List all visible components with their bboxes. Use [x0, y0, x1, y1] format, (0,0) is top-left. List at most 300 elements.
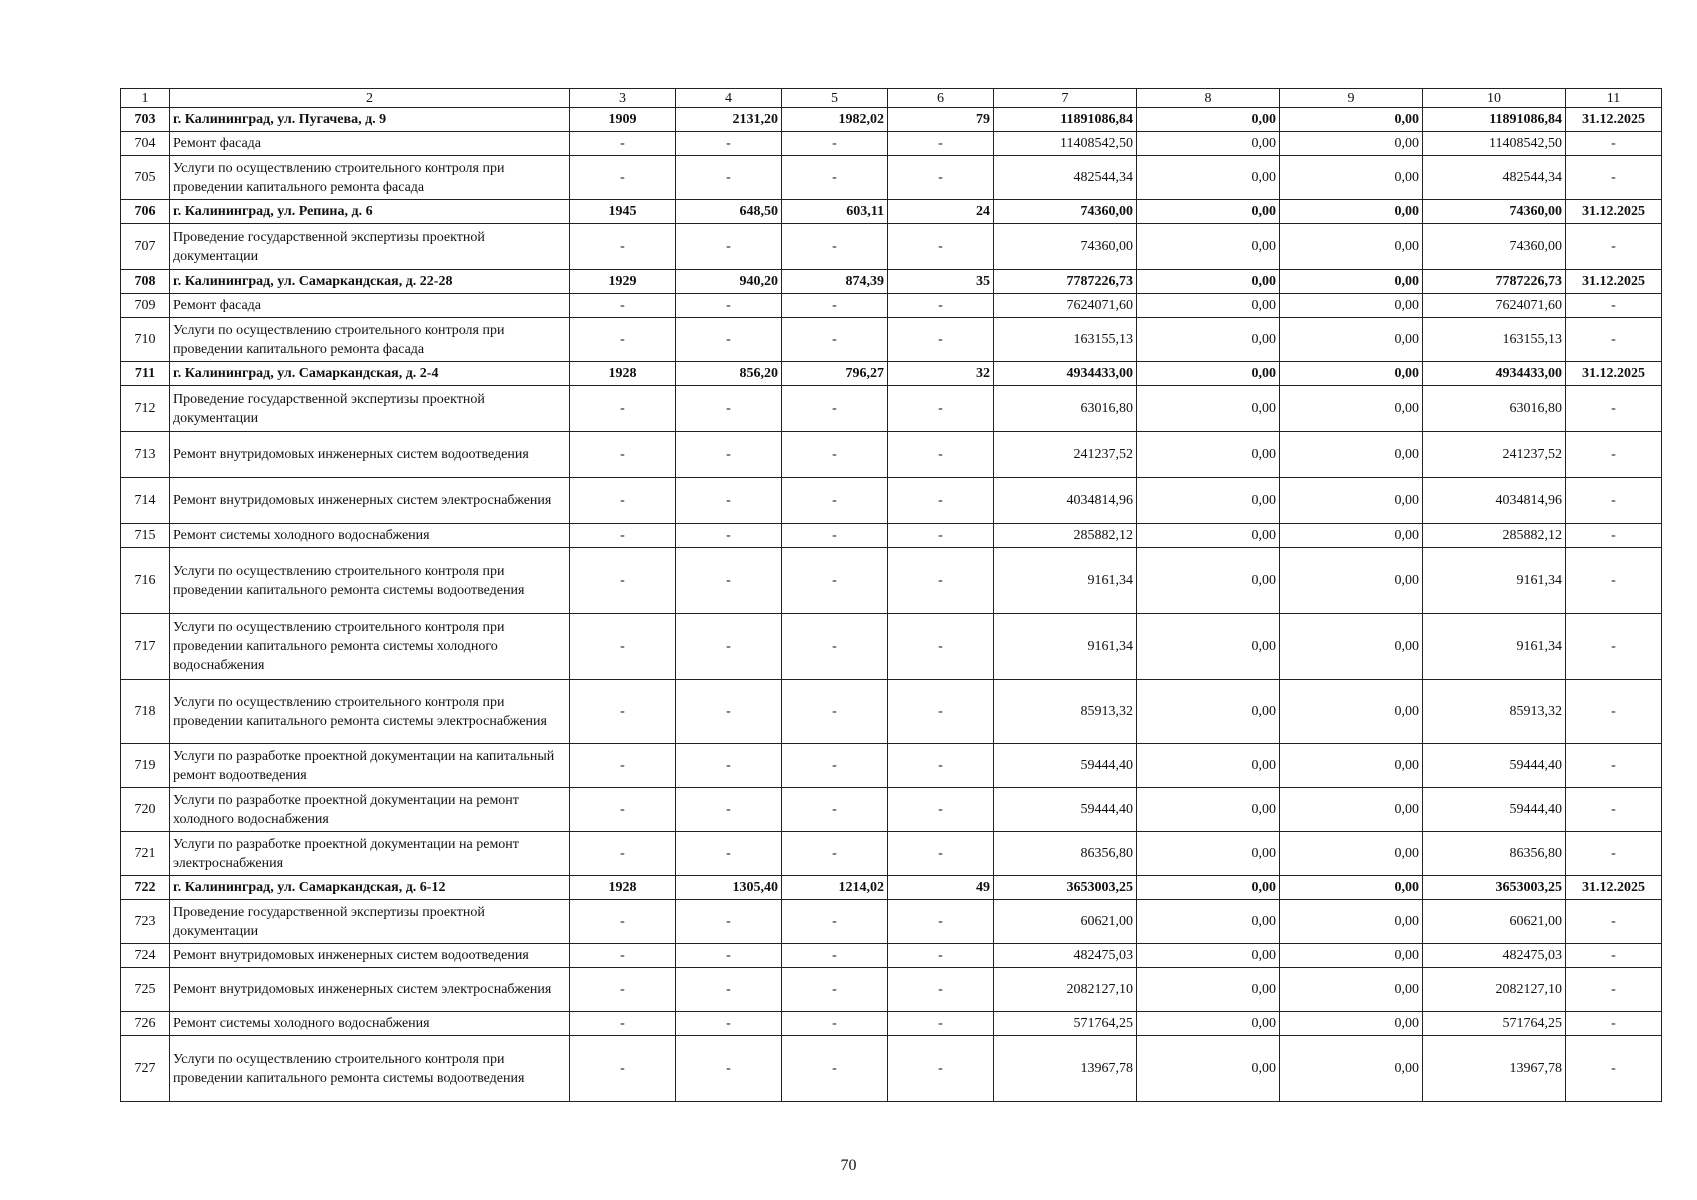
- build-year-cell: -: [570, 900, 676, 944]
- total-cost-cell: 4034814,96: [994, 478, 1137, 524]
- owners-funds-cell: 74360,00: [1423, 200, 1566, 224]
- work-item-row: [121, 318, 1662, 362]
- residents-count-cell: 49: [888, 876, 994, 900]
- owners-funds-cell: 7787226,73: [1423, 270, 1566, 294]
- address-row: [121, 362, 1662, 386]
- build-year-cell: 1945: [570, 200, 676, 224]
- completion-date-cell: -: [1566, 968, 1662, 1012]
- build-year-cell: -: [570, 744, 676, 788]
- living-area-cell: -: [782, 900, 888, 944]
- total-cost-cell: 85913,32: [994, 680, 1137, 744]
- build-year-cell: -: [570, 478, 676, 524]
- work-item-row: [121, 224, 1662, 270]
- page-number: 70: [840, 1157, 857, 1174]
- build-year-cell: -: [570, 386, 676, 432]
- work-item-row: [121, 900, 1662, 944]
- residents-count-cell: 79: [888, 108, 994, 132]
- other-sources-cell: 0,00: [1280, 1036, 1423, 1102]
- owners-funds-cell: 2082127,10: [1423, 968, 1566, 1012]
- total-area-cell: -: [676, 680, 782, 744]
- fund-amount-cell: 0,00: [1137, 832, 1280, 876]
- total-cost-cell: 285882,12: [994, 524, 1137, 548]
- work-item-row: [121, 832, 1662, 876]
- completion-date-cell: -: [1566, 156, 1662, 200]
- owners-funds-cell: 285882,12: [1423, 524, 1566, 548]
- completion-date-cell: -: [1566, 386, 1662, 432]
- living-area-cell: 796,27: [782, 362, 888, 386]
- living-area-cell: 1982,02: [782, 108, 888, 132]
- work-description-cell: Проведение государственной экспертизы проектной документации: [170, 386, 570, 432]
- owners-funds-cell: 7624071,60: [1423, 294, 1566, 318]
- other-sources-cell: 0,00: [1280, 478, 1423, 524]
- completion-date-cell: -: [1566, 900, 1662, 944]
- living-area-cell: -: [782, 478, 888, 524]
- other-sources-cell: 0,00: [1280, 224, 1423, 270]
- owners-funds-cell: 13967,78: [1423, 1036, 1566, 1102]
- column-header: 8: [1137, 89, 1280, 108]
- row-number-cell: 712: [121, 386, 170, 432]
- completion-date-cell: -: [1566, 132, 1662, 156]
- total-area-cell: -: [676, 788, 782, 832]
- fund-amount-cell: 0,00: [1137, 524, 1280, 548]
- completion-date-cell: 31.12.2025: [1566, 108, 1662, 132]
- column-header: 6: [888, 89, 994, 108]
- owners-funds-cell: 86356,80: [1423, 832, 1566, 876]
- total-area-cell: -: [676, 132, 782, 156]
- total-area-cell: -: [676, 968, 782, 1012]
- total-area-cell: -: [676, 944, 782, 968]
- other-sources-cell: 0,00: [1280, 876, 1423, 900]
- fund-amount-cell: 0,00: [1137, 788, 1280, 832]
- owners-funds-cell: 482475,03: [1423, 944, 1566, 968]
- work-description-cell: г. Калининград, ул. Самаркандская, д. 6-12: [170, 876, 570, 900]
- work-description-cell: Ремонт фасада: [170, 294, 570, 318]
- row-number-cell: 719: [121, 744, 170, 788]
- living-area-cell: -: [782, 788, 888, 832]
- work-description-cell: Ремонт фасада: [170, 132, 570, 156]
- fund-amount-cell: 0,00: [1137, 900, 1280, 944]
- living-area-cell: -: [782, 614, 888, 680]
- row-number-cell: 720: [121, 788, 170, 832]
- build-year-cell: -: [570, 432, 676, 478]
- total-area-cell: -: [676, 156, 782, 200]
- total-cost-cell: 7787226,73: [994, 270, 1137, 294]
- residents-count-cell: -: [888, 1036, 994, 1102]
- owners-funds-cell: 85913,32: [1423, 680, 1566, 744]
- work-item-row: [121, 132, 1662, 156]
- total-cost-cell: 2082127,10: [994, 968, 1137, 1012]
- owners-funds-cell: 163155,13: [1423, 318, 1566, 362]
- work-description-cell: Услуги по осуществлению строительного контроля при проведении капитального ремонта фасада: [170, 156, 570, 200]
- other-sources-cell: 0,00: [1280, 294, 1423, 318]
- residents-count-cell: -: [888, 832, 994, 876]
- row-number-cell: 723: [121, 900, 170, 944]
- column-header: 1: [121, 89, 170, 108]
- work-item-row: [121, 156, 1662, 200]
- total-area-cell: -: [676, 224, 782, 270]
- total-cost-cell: 86356,80: [994, 832, 1137, 876]
- row-number-cell: 705: [121, 156, 170, 200]
- other-sources-cell: 0,00: [1280, 108, 1423, 132]
- living-area-cell: -: [782, 224, 888, 270]
- work-description-cell: Ремонт внутридомовых инженерных систем водоотведения: [170, 944, 570, 968]
- fund-amount-cell: 0,00: [1137, 680, 1280, 744]
- residents-count-cell: 24: [888, 200, 994, 224]
- total-cost-cell: 9161,34: [994, 614, 1137, 680]
- work-item-row: [121, 1012, 1662, 1036]
- total-area-cell: -: [676, 614, 782, 680]
- fund-amount-cell: 0,00: [1137, 132, 1280, 156]
- fund-amount-cell: 0,00: [1137, 156, 1280, 200]
- work-description-cell: г. Калининград, ул. Репина, д. 6: [170, 200, 570, 224]
- work-description-cell: г. Калининград, ул. Самаркандская, д. 2-4: [170, 362, 570, 386]
- total-cost-cell: 63016,80: [994, 386, 1137, 432]
- work-item-row: [121, 524, 1662, 548]
- living-area-cell: -: [782, 1012, 888, 1036]
- total-cost-cell: 482475,03: [994, 944, 1137, 968]
- owners-funds-cell: 63016,80: [1423, 386, 1566, 432]
- row-number-cell: 704: [121, 132, 170, 156]
- completion-date-cell: -: [1566, 680, 1662, 744]
- work-description-cell: г. Калининград, ул. Пугачева, д. 9: [170, 108, 570, 132]
- other-sources-cell: 0,00: [1280, 614, 1423, 680]
- row-number-cell: 709: [121, 294, 170, 318]
- residents-count-cell: -: [888, 524, 994, 548]
- total-cost-cell: 7624071,60: [994, 294, 1137, 318]
- build-year-cell: 1928: [570, 362, 676, 386]
- row-number-cell: 703: [121, 108, 170, 132]
- residents-count-cell: -: [888, 224, 994, 270]
- owners-funds-cell: 3653003,25: [1423, 876, 1566, 900]
- work-description-cell: Услуги по разработке проектной документации на ремонт холодного водоснабжения: [170, 788, 570, 832]
- fund-amount-cell: 0,00: [1137, 944, 1280, 968]
- work-item-row: [121, 744, 1662, 788]
- owners-funds-cell: 59444,40: [1423, 788, 1566, 832]
- build-year-cell: -: [570, 968, 676, 1012]
- row-number-cell: 727: [121, 1036, 170, 1102]
- owners-funds-cell: 74360,00: [1423, 224, 1566, 270]
- row-number-cell: 714: [121, 478, 170, 524]
- living-area-cell: 1214,02: [782, 876, 888, 900]
- work-description-cell: Ремонт внутридомовых инженерных систем электроснабжения: [170, 478, 570, 524]
- other-sources-cell: 0,00: [1280, 944, 1423, 968]
- work-item-row: [121, 478, 1662, 524]
- owners-funds-cell: 4934433,00: [1423, 362, 1566, 386]
- work-description-cell: Услуги по осуществлению строительного контроля при проведении капитального ремонта системы холодного водоснабжения: [170, 614, 570, 680]
- completion-date-cell: -: [1566, 318, 1662, 362]
- total-cost-cell: 571764,25: [994, 1012, 1137, 1036]
- total-cost-cell: 74360,00: [994, 224, 1137, 270]
- total-cost-cell: 11891086,84: [994, 108, 1137, 132]
- total-area-cell: -: [676, 832, 782, 876]
- residents-count-cell: -: [888, 156, 994, 200]
- row-number-cell: 726: [121, 1012, 170, 1036]
- fund-amount-cell: 0,00: [1137, 432, 1280, 478]
- other-sources-cell: 0,00: [1280, 362, 1423, 386]
- owners-funds-cell: 9161,34: [1423, 548, 1566, 614]
- completion-date-cell: -: [1566, 224, 1662, 270]
- column-header: 4: [676, 89, 782, 108]
- fund-amount-cell: 0,00: [1137, 108, 1280, 132]
- build-year-cell: -: [570, 680, 676, 744]
- owners-funds-cell: 11891086,84: [1423, 108, 1566, 132]
- other-sources-cell: 0,00: [1280, 1012, 1423, 1036]
- fund-amount-cell: 0,00: [1137, 478, 1280, 524]
- residents-count-cell: -: [888, 1012, 994, 1036]
- address-row: [121, 270, 1662, 294]
- row-number-cell: 722: [121, 876, 170, 900]
- row-number-cell: 710: [121, 318, 170, 362]
- total-area-cell: -: [676, 318, 782, 362]
- build-year-cell: -: [570, 1012, 676, 1036]
- other-sources-cell: 0,00: [1280, 744, 1423, 788]
- residents-count-cell: -: [888, 386, 994, 432]
- row-number-cell: 708: [121, 270, 170, 294]
- other-sources-cell: 0,00: [1280, 432, 1423, 478]
- build-year-cell: -: [570, 318, 676, 362]
- living-area-cell: 874,39: [782, 270, 888, 294]
- fund-amount-cell: 0,00: [1137, 614, 1280, 680]
- work-description-cell: Проведение государственной экспертизы проектной документации: [170, 224, 570, 270]
- total-area-cell: -: [676, 1012, 782, 1036]
- build-year-cell: -: [570, 294, 676, 318]
- total-area-cell: 1305,40: [676, 876, 782, 900]
- total-cost-cell: 60621,00: [994, 900, 1137, 944]
- other-sources-cell: 0,00: [1280, 132, 1423, 156]
- residents-count-cell: -: [888, 788, 994, 832]
- owners-funds-cell: 11408542,50: [1423, 132, 1566, 156]
- build-year-cell: -: [570, 132, 676, 156]
- living-area-cell: -: [782, 156, 888, 200]
- column-header: 5: [782, 89, 888, 108]
- residents-count-cell: -: [888, 944, 994, 968]
- total-cost-cell: 9161,34: [994, 548, 1137, 614]
- fund-amount-cell: 0,00: [1137, 362, 1280, 386]
- residents-count-cell: -: [888, 318, 994, 362]
- fund-amount-cell: 0,00: [1137, 386, 1280, 432]
- total-cost-cell: 4934433,00: [994, 362, 1137, 386]
- build-year-cell: -: [570, 614, 676, 680]
- other-sources-cell: 0,00: [1280, 680, 1423, 744]
- column-number-header-row: [121, 89, 1662, 108]
- work-item-row: [121, 968, 1662, 1012]
- build-year-cell: -: [570, 548, 676, 614]
- residents-count-cell: -: [888, 294, 994, 318]
- fund-amount-cell: 0,00: [1137, 224, 1280, 270]
- other-sources-cell: 0,00: [1280, 318, 1423, 362]
- fund-amount-cell: 0,00: [1137, 294, 1280, 318]
- living-area-cell: -: [782, 832, 888, 876]
- completion-date-cell: -: [1566, 294, 1662, 318]
- residents-count-cell: 35: [888, 270, 994, 294]
- other-sources-cell: 0,00: [1280, 524, 1423, 548]
- living-area-cell: -: [782, 432, 888, 478]
- total-area-cell: -: [676, 386, 782, 432]
- living-area-cell: -: [782, 386, 888, 432]
- other-sources-cell: 0,00: [1280, 788, 1423, 832]
- other-sources-cell: 0,00: [1280, 270, 1423, 294]
- work-description-cell: Ремонт системы холодного водоснабжения: [170, 524, 570, 548]
- total-cost-cell: 59444,40: [994, 788, 1137, 832]
- other-sources-cell: 0,00: [1280, 548, 1423, 614]
- row-number-cell: 713: [121, 432, 170, 478]
- other-sources-cell: 0,00: [1280, 200, 1423, 224]
- work-item-row: [121, 294, 1662, 318]
- completion-date-cell: -: [1566, 524, 1662, 548]
- column-header: 7: [994, 89, 1137, 108]
- living-area-cell: -: [782, 968, 888, 1012]
- owners-funds-cell: 482544,34: [1423, 156, 1566, 200]
- owners-funds-cell: 59444,40: [1423, 744, 1566, 788]
- row-number-cell: 725: [121, 968, 170, 1012]
- owners-funds-cell: 241237,52: [1423, 432, 1566, 478]
- residents-count-cell: -: [888, 680, 994, 744]
- work-description-cell: Услуги по осуществлению строительного контроля при проведении капитального ремонта системы водоотведения: [170, 1036, 570, 1102]
- owners-funds-cell: 4034814,96: [1423, 478, 1566, 524]
- total-cost-cell: 3653003,25: [994, 876, 1137, 900]
- residents-count-cell: -: [888, 548, 994, 614]
- work-item-row: [121, 386, 1662, 432]
- total-area-cell: -: [676, 524, 782, 548]
- completion-date-cell: 31.12.2025: [1566, 876, 1662, 900]
- address-row: [121, 108, 1662, 132]
- work-item-row: [121, 614, 1662, 680]
- work-description-cell: Услуги по осуществлению строительного контроля при проведении капитального ремонта системы электроснабжения: [170, 680, 570, 744]
- work-description-cell: Услуги по разработке проектной документации на ремонт электроснабжения: [170, 832, 570, 876]
- build-year-cell: -: [570, 832, 676, 876]
- work-item-row: [121, 680, 1662, 744]
- total-area-cell: -: [676, 478, 782, 524]
- other-sources-cell: 0,00: [1280, 386, 1423, 432]
- column-header: 3: [570, 89, 676, 108]
- fund-amount-cell: 0,00: [1137, 968, 1280, 1012]
- row-number-cell: 724: [121, 944, 170, 968]
- living-area-cell: -: [782, 524, 888, 548]
- work-description-cell: Проведение государственной экспертизы проектной документации: [170, 900, 570, 944]
- owners-funds-cell: 571764,25: [1423, 1012, 1566, 1036]
- living-area-cell: -: [782, 944, 888, 968]
- total-area-cell: 856,20: [676, 362, 782, 386]
- total-area-cell: -: [676, 744, 782, 788]
- completion-date-cell: -: [1566, 478, 1662, 524]
- total-cost-cell: 13967,78: [994, 1036, 1137, 1102]
- fund-amount-cell: 0,00: [1137, 1036, 1280, 1102]
- repair-schedule-table: [120, 88, 1662, 1102]
- completion-date-cell: -: [1566, 944, 1662, 968]
- living-area-cell: -: [782, 132, 888, 156]
- build-year-cell: -: [570, 788, 676, 832]
- fund-amount-cell: 0,00: [1137, 1012, 1280, 1036]
- other-sources-cell: 0,00: [1280, 900, 1423, 944]
- address-row: [121, 876, 1662, 900]
- work-description-cell: Ремонт внутридомовых инженерных систем электроснабжения: [170, 968, 570, 1012]
- build-year-cell: -: [570, 224, 676, 270]
- owners-funds-cell: 60621,00: [1423, 900, 1566, 944]
- row-number-cell: 716: [121, 548, 170, 614]
- completion-date-cell: -: [1566, 432, 1662, 478]
- work-description-cell: Услуги по разработке проектной документации на капитальный ремонт водоотведения: [170, 744, 570, 788]
- work-item-row: [121, 548, 1662, 614]
- residents-count-cell: -: [888, 132, 994, 156]
- residents-count-cell: 32: [888, 362, 994, 386]
- total-cost-cell: 74360,00: [994, 200, 1137, 224]
- living-area-cell: -: [782, 744, 888, 788]
- completion-date-cell: -: [1566, 1012, 1662, 1036]
- other-sources-cell: 0,00: [1280, 156, 1423, 200]
- completion-date-cell: -: [1566, 1036, 1662, 1102]
- build-year-cell: 1928: [570, 876, 676, 900]
- row-number-cell: 707: [121, 224, 170, 270]
- row-number-cell: 717: [121, 614, 170, 680]
- total-cost-cell: 11408542,50: [994, 132, 1137, 156]
- fund-amount-cell: 0,00: [1137, 200, 1280, 224]
- residents-count-cell: -: [888, 432, 994, 478]
- build-year-cell: -: [570, 944, 676, 968]
- total-cost-cell: 241237,52: [994, 432, 1137, 478]
- total-cost-cell: 59444,40: [994, 744, 1137, 788]
- living-area-cell: 603,11: [782, 200, 888, 224]
- address-row: [121, 200, 1662, 224]
- build-year-cell: -: [570, 524, 676, 548]
- living-area-cell: -: [782, 548, 888, 614]
- work-item-row: [121, 788, 1662, 832]
- work-item-row: [121, 432, 1662, 478]
- living-area-cell: -: [782, 1036, 888, 1102]
- work-description-cell: г. Калининград, ул. Самаркандская, д. 22-28: [170, 270, 570, 294]
- residents-count-cell: -: [888, 478, 994, 524]
- residents-count-cell: -: [888, 744, 994, 788]
- build-year-cell: 1929: [570, 270, 676, 294]
- other-sources-cell: 0,00: [1280, 832, 1423, 876]
- living-area-cell: -: [782, 318, 888, 362]
- fund-amount-cell: 0,00: [1137, 876, 1280, 900]
- completion-date-cell: -: [1566, 548, 1662, 614]
- residents-count-cell: -: [888, 900, 994, 944]
- fund-amount-cell: 0,00: [1137, 548, 1280, 614]
- build-year-cell: -: [570, 1036, 676, 1102]
- living-area-cell: -: [782, 680, 888, 744]
- other-sources-cell: 0,00: [1280, 968, 1423, 1012]
- total-cost-cell: 482544,34: [994, 156, 1137, 200]
- residents-count-cell: -: [888, 968, 994, 1012]
- column-header: 9: [1280, 89, 1423, 108]
- work-item-row: [121, 944, 1662, 968]
- row-number-cell: 721: [121, 832, 170, 876]
- work-item-row: [121, 1036, 1662, 1102]
- total-area-cell: -: [676, 294, 782, 318]
- completion-date-cell: 31.12.2025: [1566, 270, 1662, 294]
- row-number-cell: 711: [121, 362, 170, 386]
- work-description-cell: Ремонт внутридомовых инженерных систем водоотведения: [170, 432, 570, 478]
- completion-date-cell: -: [1566, 614, 1662, 680]
- completion-date-cell: 31.12.2025: [1566, 200, 1662, 224]
- owners-funds-cell: 9161,34: [1423, 614, 1566, 680]
- column-header: 11: [1566, 89, 1662, 108]
- row-number-cell: 715: [121, 524, 170, 548]
- column-header: 10: [1423, 89, 1566, 108]
- residents-count-cell: -: [888, 614, 994, 680]
- fund-amount-cell: 0,00: [1137, 270, 1280, 294]
- build-year-cell: -: [570, 156, 676, 200]
- living-area-cell: -: [782, 294, 888, 318]
- total-area-cell: -: [676, 432, 782, 478]
- total-area-cell: -: [676, 548, 782, 614]
- fund-amount-cell: 0,00: [1137, 318, 1280, 362]
- build-year-cell: 1909: [570, 108, 676, 132]
- completion-date-cell: -: [1566, 744, 1662, 788]
- work-description-cell: Ремонт системы холодного водоснабжения: [170, 1012, 570, 1036]
- row-number-cell: 718: [121, 680, 170, 744]
